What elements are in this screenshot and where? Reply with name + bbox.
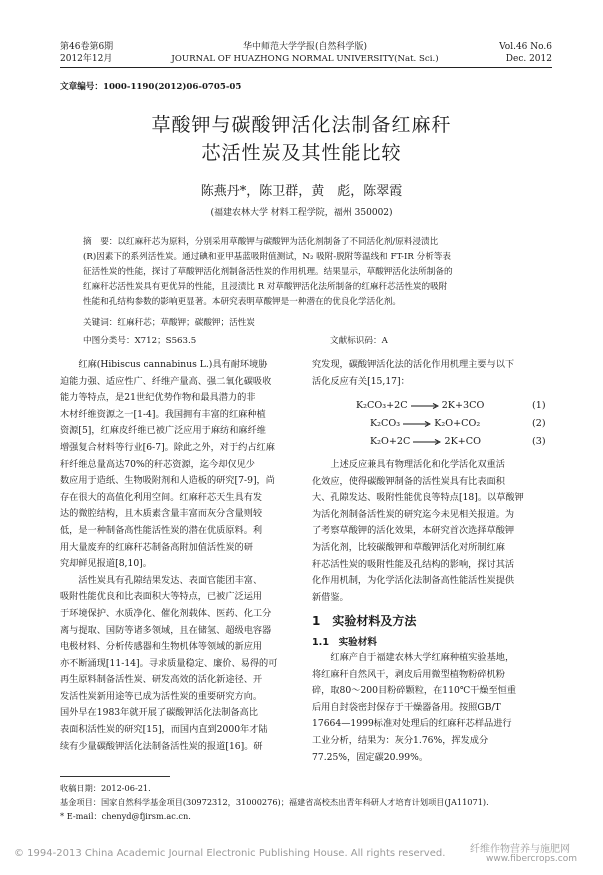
abstract [83,235,523,310]
affiliation: (福建农林大学 材料工程学院，福州 350002) [210,208,393,218]
text-line: 吸附性能优良和比表面积大等特点，已被广泛运用 [60,591,263,603]
text-line: 上述反应兼具有物理活化和化学活化双重活 [330,459,505,470]
text-line: 工业分析，结果为：灰分1.76%，挥发成分 [312,734,489,746]
abstract-line: 征活性炭的性能，探讨了草酸钾活化剂制备活性炭的作用机理。结果显示，草酸钾活化法所制备的 [83,267,453,277]
text-line: 了考察草酸钾的活化效果，本研究首次选择草酸钾 [312,525,515,537]
equation-rhs: K₂O+CO₂ [434,418,481,429]
text-line: 77.25%，固定碳20.99%。 [312,751,429,763]
text-line: 木材纤维资源之一[1-4]。我国拥有丰富的红麻种植 [60,408,266,420]
equation-number: (3) [532,436,546,447]
header-rule [60,67,552,68]
text-line: 红麻产自于福建农林大学红麻种植实验基地， [330,652,515,663]
text-line: 为活化剂，比较碳酸钾和草酸钾活化对所制红麻 [312,541,505,553]
equation-rhs: 2K+CO [444,436,482,447]
text-line: 增强复合材料等行业[6-7]。除此之外，对于约占红麻 [60,441,275,453]
footnote-received: 收稿日期：2012-06-21. [60,783,151,793]
text-line: 能力等特点，是21世纪优势作物和最具潜力的非 [60,392,256,404]
text-line: 迫能力强、适应性广、纤维产量高、强二氧化碳吸收 [60,375,272,387]
abstract-line: 摘 要：以红麻秆芯为原料，分别采用草酸钾与碳酸钾为活化剂制备了不同活化剂/原料浸渍比 [83,237,439,247]
abstract-line: (R)因素下的系列活性炭。通过碘和亚甲基蓝吸附值测试，N₂ 吸附-脱附等温线和 FT-IR 分析等表 [83,252,451,262]
footnote-rule [60,776,170,777]
text-line: 活性炭具有孔隙结果发达、表面官能团丰富、 [78,574,263,586]
text-line: 发活性炭新用途等已成为活性炭的重要研究方向。 [60,690,263,702]
right-column-middle [312,457,552,606]
text-line: 化效应，使得碳酸钾制备的活性炭具有比表面积 [312,475,505,487]
equation-lhs: K₂CO₃+2C [356,400,408,411]
section-heading-1-1: 1.1 实验材料 [312,637,377,648]
text-line: 再生原料制备活性炭、研发高效的活化新途径、开 [60,674,263,686]
text-line: 低，是一种制备高性能活性炭的潜在优质原料。利 [60,524,263,536]
materials-paragraph [312,650,552,766]
right-arrow-icon [413,439,441,445]
header-date-en: Dec. 2012 [505,54,552,64]
text-line: 红麻(Hibiscus cannabinus L.)具有耐环境胁 [78,359,268,370]
right-arrow-icon [411,403,439,409]
text-line: 亦不断涌现[11-14]。寻求质量稳定、廉价、易得的可 [60,657,278,669]
equation-2 [370,418,480,429]
header-volume-en: Vol.46 No.6 [499,42,552,52]
equation-rhs: 2K+3CO [441,400,485,411]
text-line: 存在很大的高值化利用空间。红麻秆芯天生具有发 [60,491,263,503]
equation-number: (2) [532,418,546,429]
text-line: 新借鉴。 [312,591,349,603]
right-arrow-icon [403,421,431,427]
text-line: 数应用于造纸、生物吸附剂和人造板的研究[7-9]，尚 [60,475,275,487]
text-line: 用大量废弃的红麻秆芯制备高附加值活性炭的研 [60,541,253,553]
header-volume-cn: 第46卷第6期 [60,42,114,52]
intro-paragraph-2 [60,573,304,756]
title-line-1: 草酸钾与碳酸钾活化法制备红麻秆 [151,114,452,136]
title-line-2: 芯活性炭及其性能比较 [201,142,402,164]
text-line: 大、孔隙发达、吸附性能优良等特点[18]。以草酸钾 [312,492,524,504]
equation-lhs: K₂O+2C [370,436,411,447]
footnote-funding: 基金项目：国家自然科学基金项目(30972312，31000276)；福建省高校杰出青年科研人才培育计划项目(JA11071). [60,797,489,807]
text-line: 资源[5]，红麻皮纤维已被广泛应用于麻纺和麻纤维 [60,425,266,437]
text-line: 离与提取、国防等诸多领域，且在储氢、超级电容器 [60,624,272,636]
text-line: 为活化剂制备活性炭的研究迄今未见相关报道。为 [312,508,515,520]
text-line: 表面积活性炭的研究[15]，而国内直到2000年才陆 [60,724,268,736]
watermark-text: 纤维作物营养与施肥网 [470,844,570,855]
text-line: 后用自封袋密封保存于干燥器备用。按照GB/T [312,701,501,713]
intro-paragraph-1 [60,357,304,573]
text-line: 究却鲜见报道[8,10]。 [60,558,152,570]
text-line: 秆纤维总量高达70%的秆芯资源，迄今却仅见少 [60,458,255,470]
text-line: 国外早在1983年就开展了碳酸钾活化法制备高比 [60,707,258,719]
section-heading-1: 1 实验材料及方法 [312,614,417,628]
copyright-bar [0,846,603,866]
right-column-top [312,357,552,390]
text-line: 化作用机制，为化学活化法制备高性能活性炭提供 [312,575,515,587]
text-line: 17664—1999标准对处理后的红麻秆芯样品进行 [312,718,512,730]
text-line: 秆芯活性炭的吸附性能及孔结构的影响，探讨其活 [312,558,515,570]
right-column-bottom [312,650,552,766]
abstract-line: 红麻秆芯活性炭具有更优异的性能，且浸渍比 R 对草酸钾活化法所制备的红麻秆芯活性炭的吸附 [83,282,448,292]
keywords: 关键词：红麻秆芯；草酸钾；碳酸钾；活性炭 [83,318,255,328]
equation-1 [356,400,484,411]
text-line: 活化反应有关[15,17]： [312,375,410,387]
footnote-email: * E-mail：chenyd@fjirsm.ac.cn. [60,811,191,821]
document-code: 文献标识码：A [330,336,388,346]
header-journal-cn: 华中师范大学学报(自然科学版) [242,42,368,52]
header-journal-en: JOURNAL OF HUAZHONG NORMAL UNIVERSITY(Nat. Sci.) [171,54,439,64]
text-line: 电极材料、分析传感器和生物机体等领域的新应用 [60,641,263,653]
text-line: 续有少量碳酸钾活化法制备活性炭的报道[16]。研 [60,740,263,752]
header-date-cn: 2012年12月 [60,54,113,64]
article-number: 文章编号：1000-1190(2012)06-0705-05 [60,82,242,92]
intro-paragraph-3 [312,457,552,606]
equation-lhs: K₂CO₃ [370,418,401,429]
text-line: 究发现，碳酸钾活化法的活化作用机理主要与以下 [312,359,515,370]
equation-number: (1) [532,400,546,411]
classification: 中图分类号：X712；S563.5 [83,336,197,346]
equation-3 [370,436,481,447]
text-line: 将红麻秆自然风干，剥皮后用微型植物粉碎机粉 [312,668,505,680]
left-column [60,357,304,755]
text-line: 达的微腔结构，且木质素含量丰富而灰分含量则较 [60,508,263,520]
watermark-url: www.fibercrops.com [486,854,577,864]
text-line: 于环境保护、水质净化、催化剂载体、医药、化工分 [60,607,272,619]
footnotes [60,781,560,823]
text-line: 碎，取80～200目粉碎颗粒，在110℃干燥至恒重 [312,685,517,697]
abstract-line: 性能和孔结构参数的影响更显著。本研究表明草酸钾是一种潜在的优良化学活化剂。 [83,297,401,307]
copyright-text: © 1994-2013 China Academic Journal Electronic Publishing House. All rights reserved. [14,848,446,859]
authors: 陈燕丹*，陈卫群，黄 彪，陈翠霞 [200,184,403,199]
